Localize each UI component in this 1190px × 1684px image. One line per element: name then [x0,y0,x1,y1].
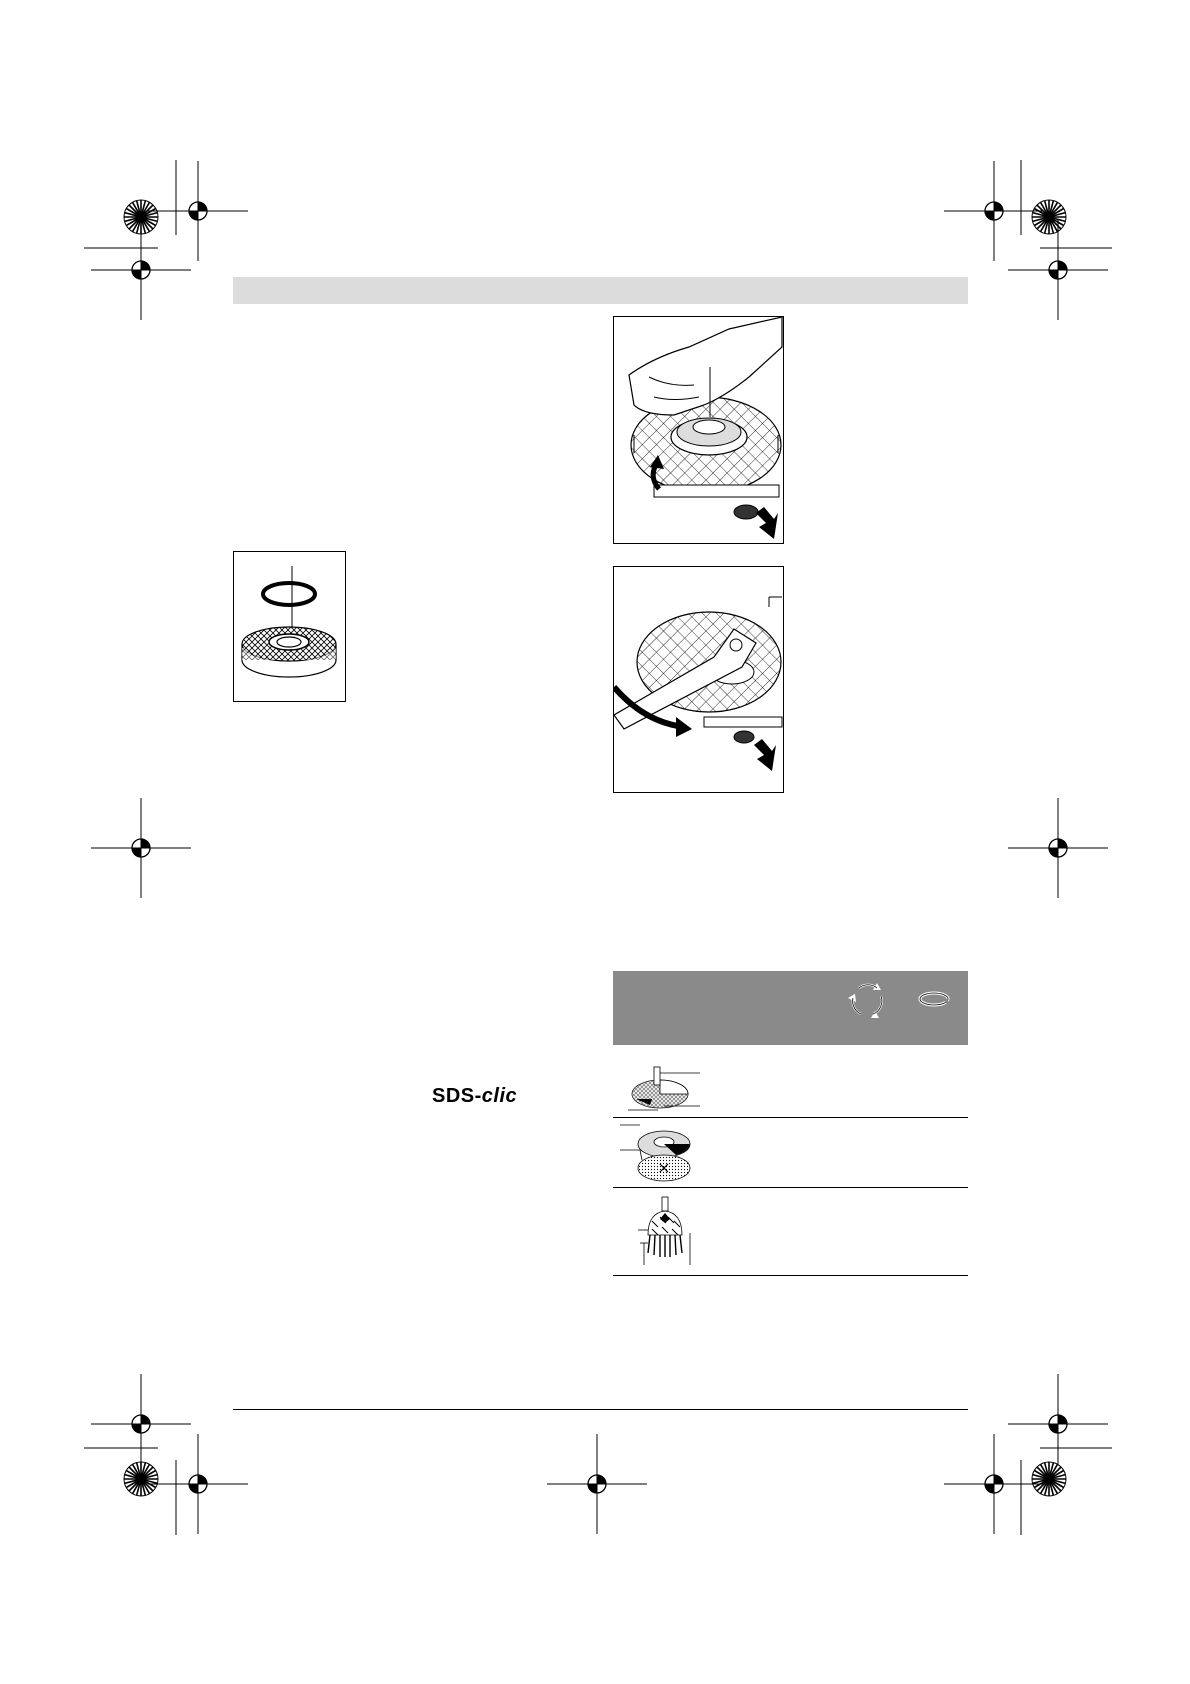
footer-rule [233,1409,968,1410]
registration-crosshair-icon [547,1434,647,1534]
radial-target-icon [1032,1462,1066,1496]
disposal-table-header [613,971,968,1045]
registration-crosshair-icon [91,798,191,898]
grinding-disc-row-icon [628,1065,708,1115]
sds-logo-prefix: SDS- [432,1085,482,1107]
registration-crosshair-icon [944,1434,1044,1534]
radial-target-icon [124,1462,158,1496]
table-row-divider [613,1117,968,1118]
radial-target-icon [1032,200,1066,234]
fibre-disc-row-icon [620,1120,700,1190]
recycle-icon [845,978,889,1022]
clamping-nut-figure [613,316,784,544]
header-bar [233,277,968,304]
registration-crosshair-icon [944,161,1044,261]
registration-crosshair-icon [91,1374,191,1474]
ring-icon [917,989,951,1009]
spanner-loosening-figure [613,566,784,793]
sds-logo-suffix: clic [481,1085,518,1107]
sds-clic-logo [432,1085,517,1108]
registration-crosshair-icon [148,161,248,261]
cup-brush-row-icon [638,1195,698,1275]
table-bottom-rule [613,1275,968,1276]
registration-crosshair-icon [1008,220,1108,320]
registration-crosshair-icon [148,1434,248,1534]
registration-crosshair-icon [1008,1374,1108,1474]
flange-o-ring-figure [233,551,346,702]
registration-crosshair-icon [1008,798,1108,898]
table-row-divider [613,1187,968,1188]
